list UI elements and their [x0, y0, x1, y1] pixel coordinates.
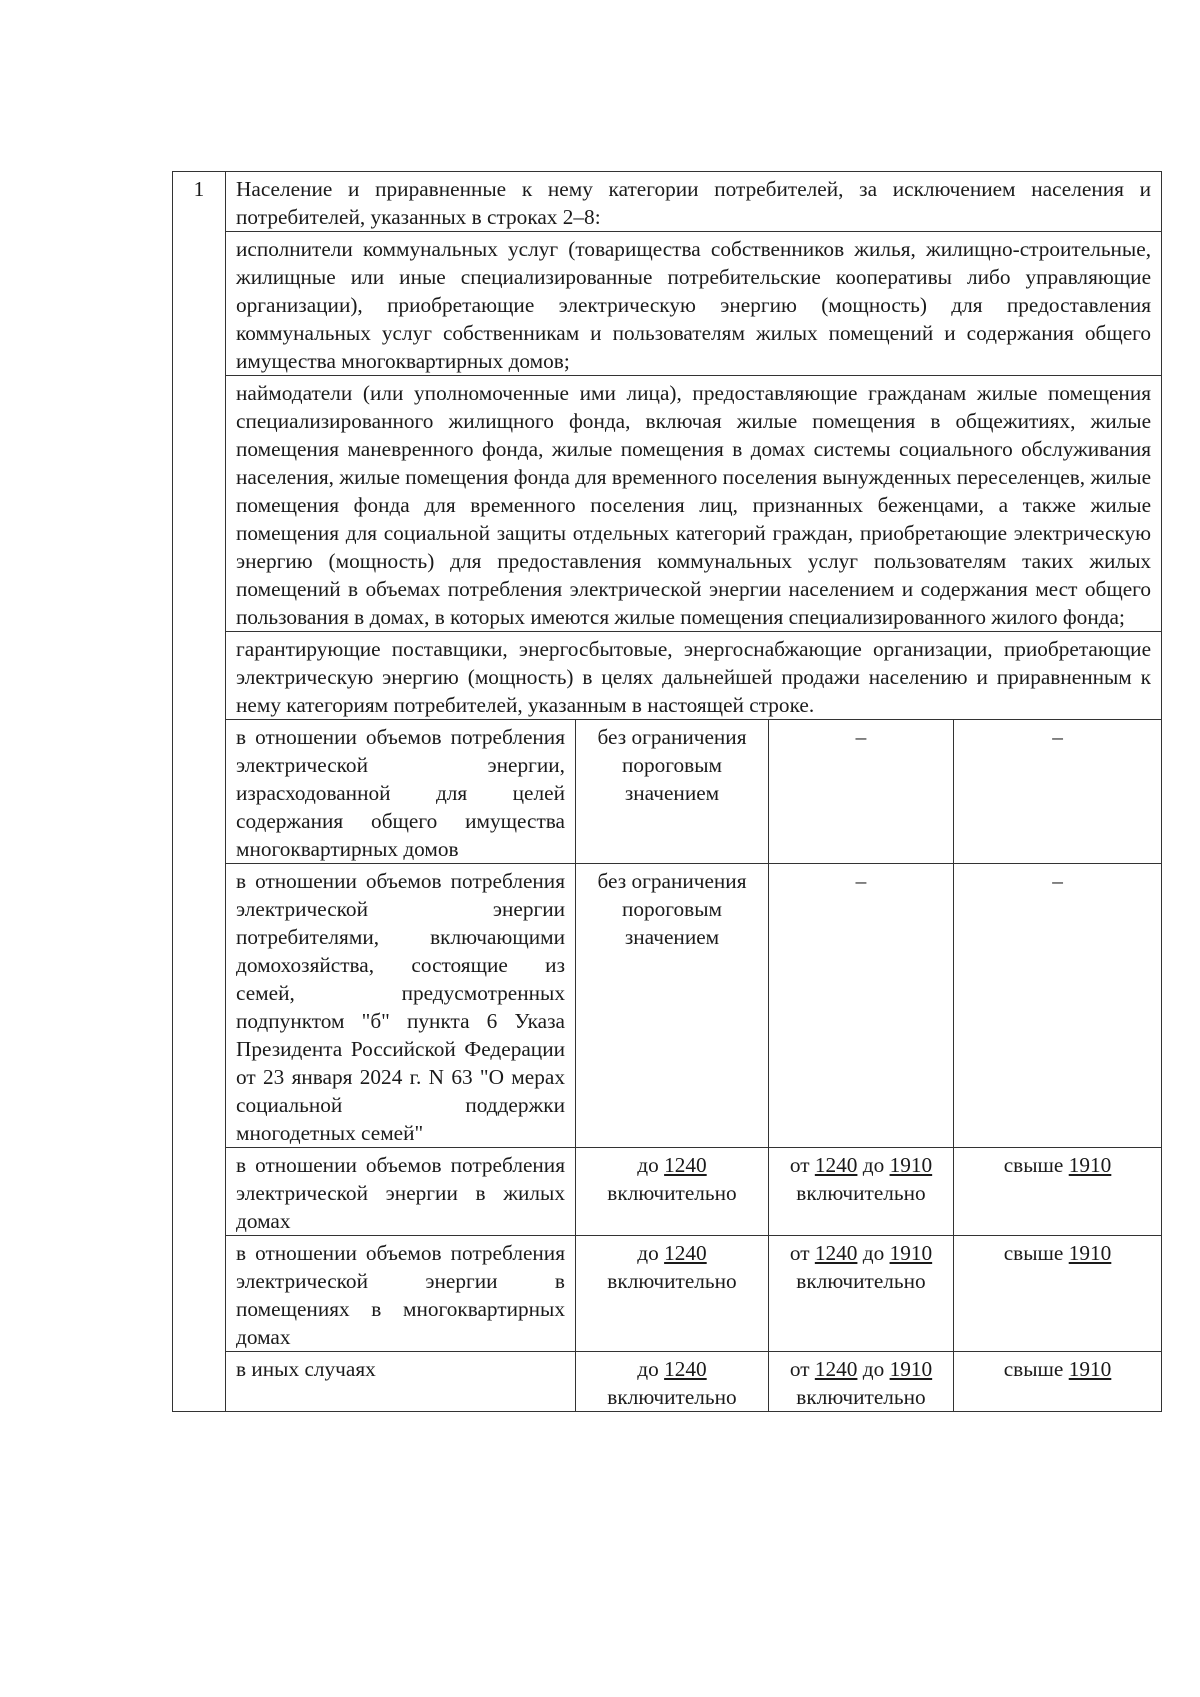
- threshold-value[interactable]: 1910: [889, 1357, 933, 1381]
- threshold-third-range: [954, 1236, 1162, 1352]
- range-prefix: свыше: [1003, 1241, 1069, 1265]
- threshold-first-range: без ограничения пороговым значением: [576, 720, 769, 864]
- row-description: в отношении объемов потребления электрической энергии в помещениях в многоквартирных домах: [226, 1236, 576, 1352]
- threshold-value[interactable]: 1910: [1068, 1241, 1112, 1265]
- threshold-second-range: [769, 1148, 954, 1236]
- threshold-value[interactable]: 1910: [1068, 1357, 1112, 1381]
- range-middle: до: [857, 1153, 890, 1177]
- threshold-value[interactable]: 1240: [664, 1241, 707, 1265]
- table-row: [173, 232, 1162, 376]
- tariff-table: [172, 171, 1162, 1412]
- threshold-value[interactable]: 1910: [889, 1153, 933, 1177]
- threshold-first-range: без ограничения пороговым значением: [576, 864, 769, 1148]
- threshold-value[interactable]: 1240: [814, 1153, 858, 1177]
- paragraph-landlords: наймодатели (или уполномоченные ими лица), предоставляющие гражданам жилые помещения специализированного жилищного фонда, включая жилые помещения в общежитиях, жилые помещения маневренного фонда, жилые помещения в домах системы социального обслуживания населения, жилые помещения фонда для временного поселения вынужденных переселенцев, жилые помещения фонда для временного поселения лиц, признанных беженцами, а также жилые помещения для социальной защиты отдельных категорий граждан, приобретающие электрическую энергию (мощность) для предоставления коммунальных услуг пользователям таких жилых помещений в объемах потребления электрической энергии населением и содержания мест общего пользования в домах, в которых имеются жилые помещения специализированного жилого фонда;: [226, 376, 1162, 632]
- threshold-value[interactable]: 1910: [889, 1241, 933, 1265]
- row-description: в иных случаях: [226, 1352, 576, 1412]
- range-suffix: включительно: [796, 1269, 926, 1293]
- range-middle: до: [857, 1241, 890, 1265]
- table-row: [173, 864, 1162, 1148]
- threshold-third-range: –: [954, 864, 1162, 1148]
- table-row: [173, 720, 1162, 864]
- table-row: [173, 1148, 1162, 1236]
- row-number: 1: [173, 172, 226, 1412]
- threshold-third-range: [954, 1148, 1162, 1236]
- range-prefix: от: [789, 1153, 815, 1177]
- threshold-value[interactable]: 1240: [664, 1153, 707, 1177]
- range-prefix: до: [637, 1241, 665, 1265]
- threshold-value[interactable]: 1240: [814, 1357, 858, 1381]
- paragraph-utility-providers: исполнители коммунальных услуг (товарищества собственников жилья, жилищно-строительные, жилищные или иные специализированные потребительские кооперативы либо управляющие организации), приобретающие электрическую энергию (мощность) для предоставления коммунальных услуг собственникам и пользователям жилых помещений и содержания общего имущества многоквартирных домов;: [226, 232, 1162, 376]
- threshold-first-range: [576, 1148, 769, 1236]
- threshold-third-range: [954, 1352, 1162, 1412]
- threshold-first-range: [576, 1352, 769, 1412]
- row-description: в отношении объемов потребления электрической энергии потребителями, включающими домохозяйства, состоящие из семей, предусмотренных подпунктом "б" пункта 6 Указа Президента Российской Федерации от 23 января 2024 г. N 63 "О мерах социальной поддержки многодетных семей": [226, 864, 576, 1148]
- table-row: [173, 376, 1162, 632]
- threshold-second-range: –: [769, 864, 954, 1148]
- threshold-second-range: [769, 1352, 954, 1412]
- range-prefix: свыше: [1003, 1357, 1069, 1381]
- threshold-first-range: [576, 1236, 769, 1352]
- table-row: [173, 1352, 1162, 1412]
- table-row: [173, 632, 1162, 720]
- range-suffix: включительно: [607, 1269, 737, 1293]
- paragraph-suppliers: гарантирующие поставщики, энергосбытовые, энергоснабжающие организации, приобретающие электрическую энергию (мощность) в целях дальнейшей продажи населению и приравненным к нему категориям потребителей, указанным в настоящей строке.: [226, 632, 1162, 720]
- threshold-third-range: –: [954, 720, 1162, 864]
- table-row: [173, 172, 1162, 232]
- table-row: [173, 1236, 1162, 1352]
- range-prefix: от: [789, 1357, 815, 1381]
- range-prefix: до: [637, 1153, 665, 1177]
- threshold-value[interactable]: 1910: [1068, 1153, 1112, 1177]
- threshold-second-range: –: [769, 720, 954, 864]
- row-description: в отношении объемов потребления электрической энергии в жилых домах: [226, 1148, 576, 1236]
- threshold-second-range: [769, 1236, 954, 1352]
- category-header: Население и приравненные к нему категории потребителей, за исключением населения и потребителей, указанных в строках 2–8:: [226, 172, 1162, 232]
- range-prefix: до: [637, 1357, 665, 1381]
- threshold-value[interactable]: 1240: [664, 1357, 707, 1381]
- row-description: в отношении объемов потребления электрической энергии, израсходованной для целей содержания общего имущества многоквартирных домов: [226, 720, 576, 864]
- range-prefix: от: [789, 1241, 815, 1265]
- range-suffix: включительно: [796, 1385, 926, 1409]
- range-suffix: включительно: [796, 1181, 926, 1205]
- range-middle: до: [857, 1357, 890, 1381]
- range-suffix: включительно: [607, 1181, 737, 1205]
- threshold-value[interactable]: 1240: [814, 1241, 858, 1265]
- range-suffix: включительно: [607, 1385, 737, 1409]
- range-prefix: свыше: [1003, 1153, 1069, 1177]
